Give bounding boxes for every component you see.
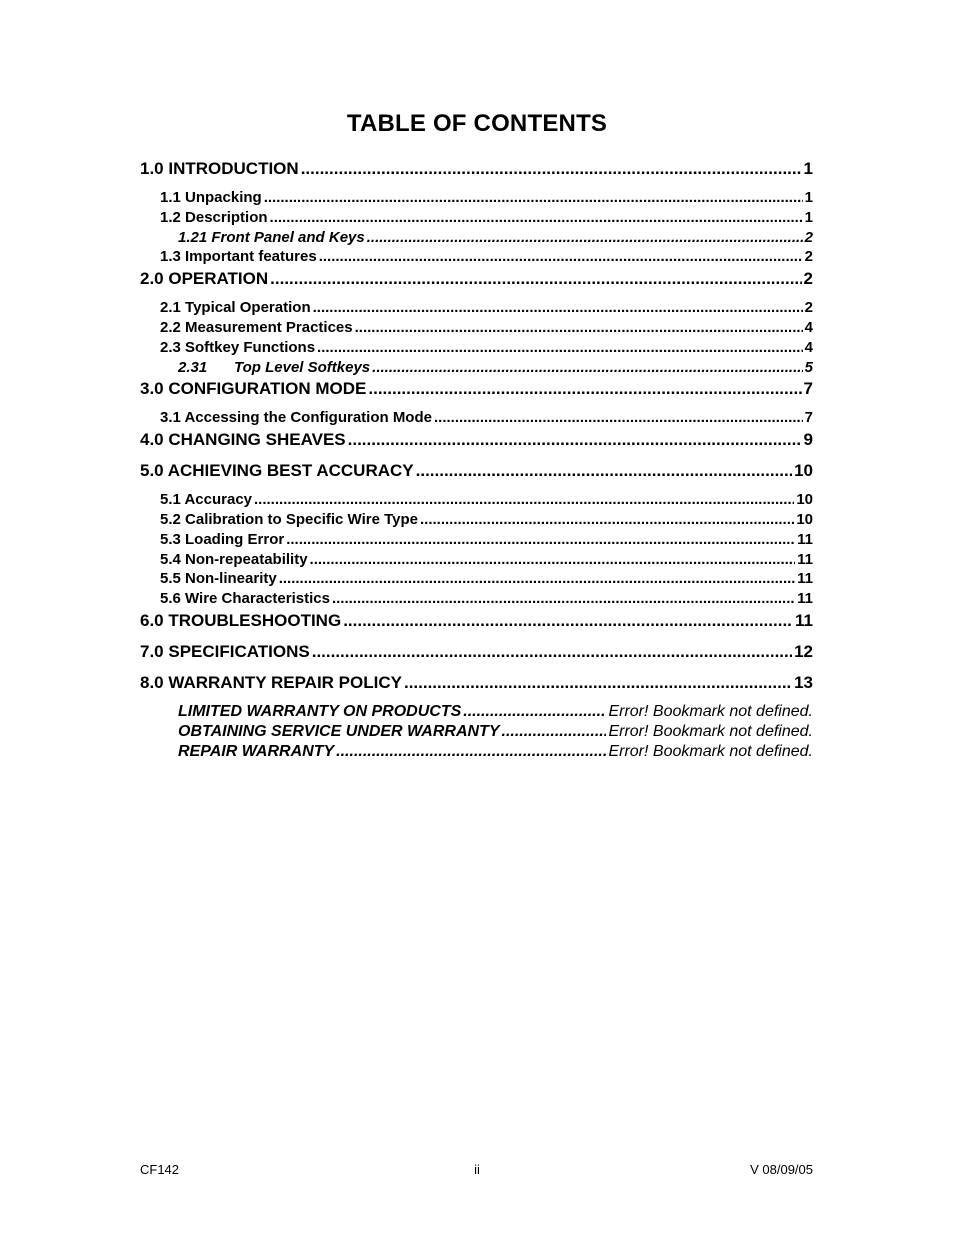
toc-entry-non-linearity[interactable] <box>140 569 813 589</box>
toc-page: 12 <box>794 641 813 661</box>
toc-leader <box>355 318 803 338</box>
toc-label: 1.3 Important features <box>160 248 317 266</box>
toc-entry-measurement-practices[interactable] <box>140 318 813 338</box>
toc-label: 5.0 ACHIEVING BEST ACCURACY <box>140 461 414 481</box>
toc-label: REPAIR WARRANTY <box>178 742 335 760</box>
toc-label: 1.1 Unpacking <box>160 189 262 206</box>
toc-label: 7.0 SPECIFICATIONS <box>140 641 310 661</box>
toc-entry-configuration-mode[interactable] <box>140 377 813 400</box>
toc-page: 10 <box>796 510 813 528</box>
toc-page: 1 <box>804 208 813 226</box>
toc-leader <box>270 208 803 228</box>
toc-leader <box>270 267 801 290</box>
toc-entry-obtaining-service[interactable] <box>140 722 813 742</box>
toc-entry-important-features[interactable] <box>140 247 813 267</box>
toc-page: 2 <box>804 228 813 246</box>
toc-page: 2 <box>803 269 813 289</box>
toc-leader <box>332 589 795 609</box>
toc-entry-description[interactable] <box>140 208 813 228</box>
toc-page: 2 <box>804 248 813 266</box>
toc-page: 9 <box>803 430 813 450</box>
toc-page: 10 <box>796 491 813 509</box>
toc-leader <box>367 228 803 248</box>
toc-label: 5.6 Wire Characteristics <box>160 590 330 608</box>
toc-label: 1.2 Description <box>160 208 268 226</box>
toc-leader <box>319 247 803 267</box>
toc-label: 4.0 CHANGING SHEAVES <box>140 430 346 450</box>
toc-leader <box>420 510 794 530</box>
toc-entry-unpacking[interactable] <box>140 188 813 208</box>
toc-page: 7 <box>804 409 813 427</box>
toc-leader <box>254 490 794 510</box>
toc-page: 1 <box>803 159 813 178</box>
toc-page: 1 <box>804 189 813 206</box>
toc-leader <box>312 640 792 663</box>
toc-entry-repair-warranty[interactable] <box>140 742 813 762</box>
toc-leader <box>368 377 801 400</box>
toc-label: 3.0 CONFIGURATION MODE <box>140 379 367 399</box>
toc-label: 2.3 Softkey Functions <box>160 338 316 356</box>
toc-entry-softkey-functions[interactable] <box>140 338 813 358</box>
toc-page: 5 <box>804 358 813 376</box>
toc-leader <box>502 722 607 742</box>
toc-label: 6.0 TROUBLESHOOTING <box>140 610 342 630</box>
toc-entry-non-repeatability[interactable] <box>140 550 813 570</box>
toc-leader <box>336 742 606 762</box>
toc-entry-loading-error[interactable] <box>140 530 813 550</box>
toc-entry-front-panel[interactable] <box>140 228 813 248</box>
toc-label: 5.2 Calibration to Specific Wire Type <box>160 510 418 528</box>
toc-entry-calibration[interactable] <box>140 510 813 530</box>
toc-leader <box>372 358 803 378</box>
toc-label: 3.1 Accessing the Configuration Mode <box>160 409 432 427</box>
toc-label <box>178 358 372 378</box>
toc-entry-changing-sheaves[interactable] <box>140 428 813 451</box>
toc-leader <box>317 338 803 358</box>
footer-version: V 08/09/05 <box>750 1162 813 1177</box>
toc-page: 11 <box>797 590 813 608</box>
toc-entry-warranty-policy[interactable] <box>140 671 813 694</box>
toc-entry-introduction[interactable] <box>140 157 813 180</box>
page-title: TABLE OF CONTENTS <box>346 110 608 137</box>
toc-leader <box>286 530 795 550</box>
toc-page: 11 <box>797 530 813 548</box>
toc-page: 11 <box>797 570 813 588</box>
toc-leader <box>310 550 796 570</box>
toc-label: LIMITED WARRANTY ON PRODUCTS <box>178 702 462 720</box>
toc-leader <box>404 671 792 694</box>
toc-number: 1.21 <box>178 228 208 246</box>
toc-label: 2.0 OPERATION <box>140 269 269 289</box>
toc-page: 13 <box>794 672 813 692</box>
toc-entry-typical-operation[interactable] <box>140 298 813 318</box>
toc-label <box>178 228 367 248</box>
toc-entry-accessing-configuration[interactable] <box>140 408 813 428</box>
toc-entry-troubleshooting[interactable] <box>140 609 813 632</box>
footer-document-id: CF142 <box>140 1162 180 1177</box>
toc-number: 2.31 <box>178 358 208 376</box>
toc-page: Error! Bookmark not defined. <box>608 742 813 760</box>
toc-entry-specifications[interactable] <box>140 640 813 663</box>
toc-leader <box>343 609 793 632</box>
toc-label: 5.5 Non-linearity <box>160 570 277 588</box>
toc-page: 2 <box>804 299 813 317</box>
toc-leader <box>434 408 803 428</box>
toc-entry-wire-characteristics[interactable] <box>140 589 813 609</box>
toc-page: 11 <box>795 610 813 630</box>
toc-label: 8.0 WARRANTY REPAIR POLICY <box>140 672 402 692</box>
toc-page: 4 <box>804 338 813 356</box>
toc-label: 2.1 Typical Operation <box>160 299 311 317</box>
toc-label: 5.3 Loading Error <box>160 530 285 548</box>
toc-page: 4 <box>804 318 813 336</box>
toc-label: 2.2 Measurement Practices <box>160 318 353 336</box>
toc-page: 11 <box>797 550 813 568</box>
toc-leader <box>463 702 606 722</box>
toc-entry-operation[interactable] <box>140 267 813 290</box>
toc-leader <box>416 459 792 482</box>
toc-page: Error! Bookmark not defined. <box>608 722 813 740</box>
table-of-contents <box>140 157 813 762</box>
toc-page: 10 <box>794 461 813 481</box>
toc-leader <box>301 157 802 180</box>
toc-page: 7 <box>803 379 813 399</box>
toc-title: Top Level Softkeys <box>234 358 371 376</box>
toc-entry-limited-warranty[interactable] <box>140 702 813 722</box>
toc-leader <box>348 428 802 451</box>
toc-label: 5.4 Non-repeatability <box>160 550 308 568</box>
toc-label: 1.0 INTRODUCTION <box>140 159 299 178</box>
toc-leader <box>313 298 803 318</box>
toc-title: Front Panel and Keys <box>211 228 365 246</box>
toc-label: 5.1 Accuracy <box>160 491 253 509</box>
toc-page: Error! Bookmark not defined. <box>608 702 813 720</box>
toc-leader <box>264 188 803 208</box>
toc-leader <box>279 569 795 589</box>
footer-page-number: ii <box>474 1162 480 1177</box>
toc-entry-best-accuracy[interactable] <box>140 459 813 482</box>
toc-entry-top-level-softkeys[interactable] <box>140 358 813 378</box>
toc-entry-accuracy[interactable] <box>140 490 813 510</box>
toc-label: OBTAINING SERVICE UNDER WARRANTY <box>178 722 500 740</box>
